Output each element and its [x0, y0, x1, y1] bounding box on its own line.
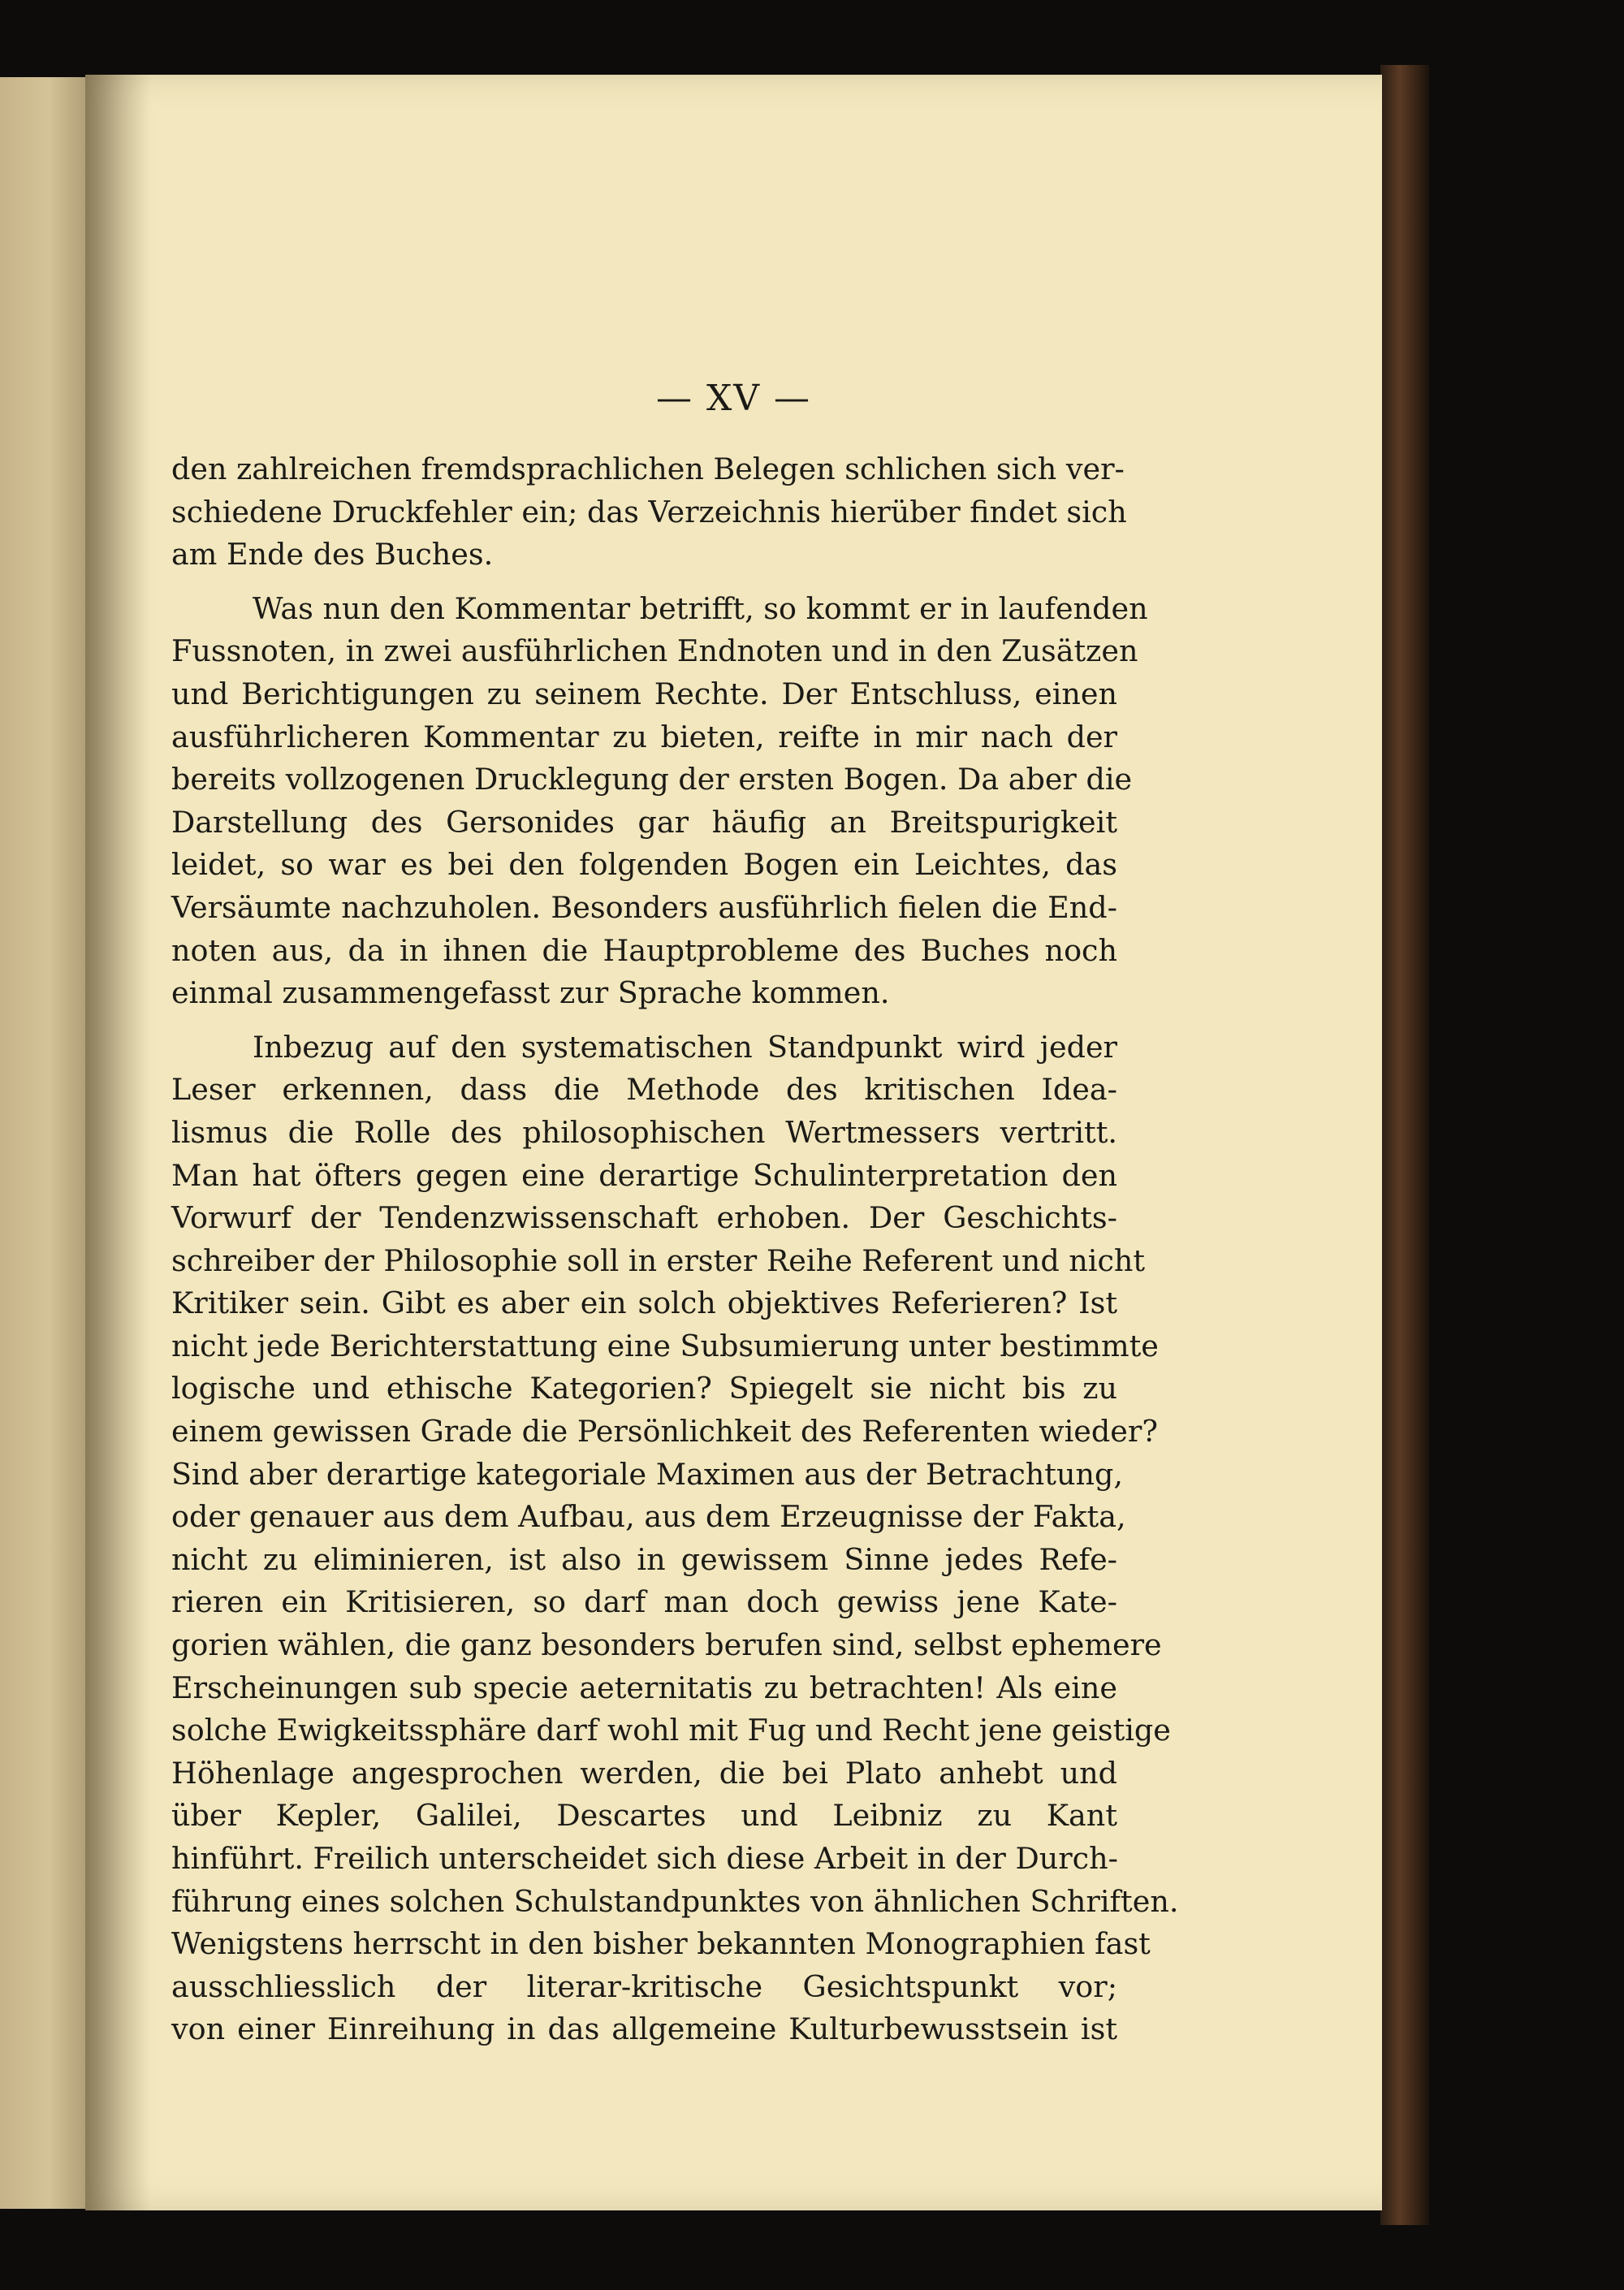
text-line: Versäumte nachzuholen. Besonders ausführlich fielen die End-	[171, 889, 1117, 925]
text-line: Inbezug auf den systematischen Standpunkt wird jeder	[253, 1029, 1117, 1065]
text-line: bereits vollzogenen Drucklegung der ersten Bogen. Da aber die	[171, 762, 1133, 797]
text-line: Vorwurf der Tendenzwissenschaft erhoben. Der Geschichts-	[171, 1200, 1117, 1236]
text-line: oder genauer aus dem Aufbau, aus dem Erzeugnisse der Fakta,	[171, 1499, 1126, 1535]
text-line: nicht jede Berichterstattung eine Subsumierung unter bestimmte	[171, 1328, 1159, 1363]
text-line: noten aus, da in ihnen die Hauptprobleme des Buches noch	[171, 932, 1117, 968]
text-line: den zahlreichen fremdsprachlichen Belegen schlichen sich ver-	[171, 452, 1125, 486]
text-line: rieren ein Kritisieren, so darf man doch gewiss jene Kate-	[171, 1584, 1117, 1620]
text-line: schreiber der Philosophie soll in erster Reihe Referent und nicht	[171, 1242, 1146, 1278]
text-line: einmal zusammengefasst zur Sprache kommen.	[171, 975, 890, 1011]
text-line: ausführlicheren Kommentar zu bieten, reifte in mir nach der	[171, 719, 1117, 754]
text-line: Fussnoten, in zwei ausführlichen Endnoten und in den Zusätzen	[171, 633, 1138, 669]
text-line: über Kepler, Galilei, Descartes und Leibniz zu Kant	[171, 1798, 1117, 1834]
paragraph-1	[171, 448, 1127, 577]
text-line: gorien wählen, die ganz besonders berufen sind, selbst ephemere	[171, 1627, 1162, 1663]
text-line: einem gewissen Grade die Persönlichkeit des Referenten wieder?	[171, 1414, 1158, 1450]
page-number-header: — XV —	[655, 378, 812, 419]
text-line: Sind aber derartige kategoriale Maximen aus der Betrachtung,	[171, 1456, 1123, 1492]
text-line: Wenigstens herrscht in den bisher bekannten Monographien fast	[171, 1926, 1151, 1962]
text-line: Darstellung des Gersonides gar häufig an Breitspurigkeit	[171, 804, 1117, 840]
text-line: und Berichtigungen zu seinem Rechte. Der Entschluss, einen	[171, 676, 1117, 711]
text-line: hinführt. Freilich unterscheidet sich diese Arbeit in der Durch-	[171, 1841, 1118, 1876]
text-line: Leser erkennen, dass die Methode des kritischen Idea-	[171, 1072, 1117, 1108]
text-line: solche Ewigkeitssphäre darf wohl mit Fug und Recht jene geistige	[171, 1713, 1171, 1748]
text-line: Was nun den Kommentar betrifft, so kommt er in laufenden	[253, 590, 1148, 626]
text-line: lismus die Rolle des philosophischen Wertmessers vertritt.	[171, 1114, 1117, 1150]
text-line: Man hat öfters gegen eine derartige Schulinterpretation den	[171, 1157, 1117, 1193]
text-line: Erscheinungen sub specie aeternitatis zu betrachten! Als eine	[171, 1670, 1117, 1705]
text-line: leidet, so war es bei den folgenden Bogen ein Leichtes, das	[171, 847, 1117, 883]
paragraph-2	[171, 588, 1148, 1015]
text-line: von einer Einreihung in das allgemeine Kulturbewusstsein ist	[171, 2011, 1117, 2047]
text-line: am Ende des Buches.	[171, 537, 494, 572]
text-line: Höhenlage angesprochen werden, die bei Plato anhebt und	[171, 1755, 1117, 1791]
body-text	[171, 448, 1179, 2051]
text-line: führung eines solchen Schulstandpunktes von ähnlichen Schriften.	[171, 1883, 1179, 1919]
gutter-shadow	[85, 75, 150, 2210]
text-line: nicht zu eliminieren, ist also in gewissem Sinne jedes Refe-	[171, 1541, 1117, 1577]
text-line: Kritiker sein. Gibt es aber ein solch objektives Referieren? Ist	[171, 1285, 1117, 1321]
book-binding	[1380, 65, 1429, 2225]
text-line: logische und ethische Kategorien? Spiegelt sie nicht bis zu	[171, 1371, 1117, 1406]
paragraph-3	[171, 1026, 1179, 2051]
text-line: schiedene Druckfehler ein; das Verzeichnis hierüber findet sich	[171, 494, 1127, 529]
text-line: ausschliesslich der literar-kritische Gesichtspunkt vor;	[171, 1968, 1117, 2004]
book-page	[85, 75, 1382, 2210]
